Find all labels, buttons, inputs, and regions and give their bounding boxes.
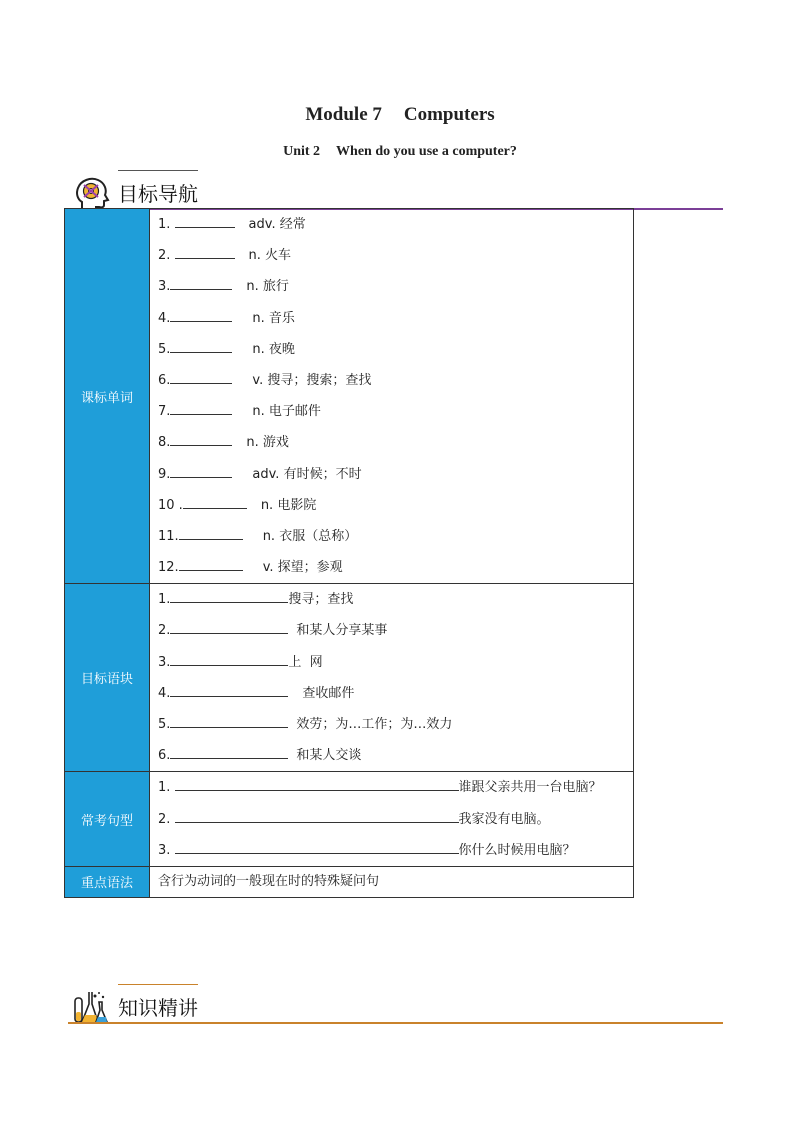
answer-blank[interactable] — [170, 338, 232, 353]
item-number: 12. — [158, 560, 179, 576]
list-item — [158, 709, 625, 740]
section-title: 知识精讲 — [118, 996, 198, 1020]
category-cell: 常考句型 — [65, 772, 150, 867]
item-meaning: 我家没有电脑。 — [458, 811, 550, 827]
item-meaning: n. 电子邮件 — [252, 404, 321, 420]
list-item — [158, 740, 625, 771]
list-item — [158, 365, 625, 396]
item-meaning: 谁跟父亲共用一台电脑？ — [458, 780, 602, 796]
answer-blank[interactable] — [170, 682, 288, 697]
answer-blank[interactable] — [170, 307, 232, 322]
item-meaning: v. 搜寻；搜索；查找 — [252, 372, 372, 388]
list-item — [158, 521, 625, 552]
answer-blank[interactable] — [179, 556, 243, 571]
item-meaning: n. 夜晚 — [252, 341, 295, 357]
content-cell — [150, 866, 634, 897]
section-title: 目标导航 — [118, 182, 198, 206]
item-meaning: n. 游戏 — [246, 435, 289, 451]
item-meaning: 搜寻；查找 — [288, 592, 354, 608]
section-divider — [68, 1022, 723, 1024]
list-item — [158, 396, 625, 427]
item-meaning: n. 音乐 — [252, 310, 295, 326]
item-number: 5. — [158, 717, 171, 732]
item-number: 3. — [158, 279, 171, 295]
table-row — [65, 209, 634, 584]
category-cell: 重点语法 — [65, 866, 150, 897]
item-meaning: v. 探望；参观 — [262, 560, 343, 576]
category-cell: 目标语块 — [65, 584, 150, 772]
item-number: 6. — [158, 748, 171, 764]
answer-blank[interactable] — [175, 839, 459, 854]
answer-blank[interactable] — [170, 713, 288, 728]
section-header-knowledge — [68, 984, 728, 1028]
category-cell: 课标单词 — [65, 209, 150, 584]
item-number: 8. — [158, 435, 171, 451]
item-number: 3. — [158, 842, 171, 858]
item-number: 1. — [158, 592, 171, 608]
item-meaning: 效劳；为…工作；为…效力 — [296, 717, 453, 732]
grammar-text: 含行为动词的一般现在时的特殊疑问句 — [158, 873, 380, 889]
table-row — [65, 584, 634, 772]
item-number: 9. — [158, 466, 171, 482]
item-meaning: adv. 经常 — [248, 217, 306, 232]
item-meaning: n. 火车 — [248, 248, 292, 264]
list-item — [158, 490, 625, 521]
list-item — [158, 271, 625, 302]
item-meaning: n. 旅行 — [246, 279, 289, 295]
list-item — [158, 303, 625, 334]
item-meaning: n. 电影院 — [260, 497, 317, 513]
list-item — [158, 459, 625, 490]
item-number: 6. — [158, 372, 171, 388]
answer-blank[interactable] — [170, 400, 232, 415]
answer-blank[interactable] — [175, 808, 459, 823]
item-meaning: 和某人分享某事 — [296, 623, 388, 639]
answer-blank[interactable] — [170, 369, 232, 384]
item-meaning: 查收邮件 — [302, 685, 355, 701]
answer-blank[interactable] — [170, 744, 288, 759]
list-item — [158, 209, 625, 240]
list-item — [158, 772, 625, 803]
answer-blank[interactable] — [170, 275, 232, 290]
answer-blank[interactable] — [170, 619, 288, 634]
section-top-rule — [118, 170, 198, 171]
content-cell — [150, 209, 634, 584]
section-top-rule — [118, 984, 198, 985]
item-number: 2. — [158, 248, 171, 264]
module-title: Computers — [403, 104, 495, 125]
answer-blank[interactable] — [175, 244, 235, 259]
list-item — [158, 804, 625, 835]
item-number: 7. — [158, 404, 171, 420]
item-meaning: 和某人交谈 — [296, 748, 362, 764]
page-title — [0, 104, 794, 126]
unit-number: Unit 2 — [283, 144, 321, 159]
answer-blank[interactable] — [170, 431, 232, 446]
item-number: 10 . — [158, 497, 183, 513]
module-number: Module 7 — [305, 104, 382, 125]
list-item — [158, 552, 625, 583]
item-number: 2. — [158, 623, 171, 639]
table-row — [65, 772, 634, 867]
item-number: 2. — [158, 811, 171, 827]
vocab-table — [64, 208, 634, 898]
item-number: 1. — [158, 217, 171, 232]
answer-blank[interactable] — [175, 213, 235, 228]
item-number: 1. — [158, 780, 171, 796]
list-item — [158, 240, 625, 271]
list-item — [158, 835, 625, 866]
list-item — [158, 584, 625, 615]
item-number: 11. — [158, 528, 179, 544]
item-number: 3. — [158, 654, 171, 670]
content-cell — [150, 584, 634, 772]
list-item — [158, 334, 625, 365]
answer-blank[interactable] — [170, 463, 232, 478]
list-item — [158, 678, 625, 709]
answer-blank[interactable] — [183, 494, 247, 509]
item-number: 5. — [158, 341, 171, 357]
list-item — [158, 647, 625, 678]
item-meaning: adv. 有时候；不时 — [252, 466, 362, 482]
list-item — [158, 427, 625, 458]
answer-blank[interactable] — [175, 776, 459, 791]
list-item — [158, 615, 625, 646]
unit-title: When do you use a computer? — [336, 144, 517, 159]
answer-blank[interactable] — [170, 588, 288, 603]
item-number: 4. — [158, 685, 171, 701]
content-cell — [150, 772, 634, 867]
page-subtitle — [0, 144, 794, 160]
item-meaning: 上 网 — [288, 654, 323, 670]
item-meaning: n. 衣服（总称） — [262, 528, 358, 544]
table-row — [65, 866, 634, 897]
item-number: 4. — [158, 310, 171, 326]
answer-blank[interactable] — [170, 651, 288, 666]
item-meaning: 你什么时候用电脑？ — [458, 842, 576, 858]
answer-blank[interactable] — [179, 525, 243, 540]
